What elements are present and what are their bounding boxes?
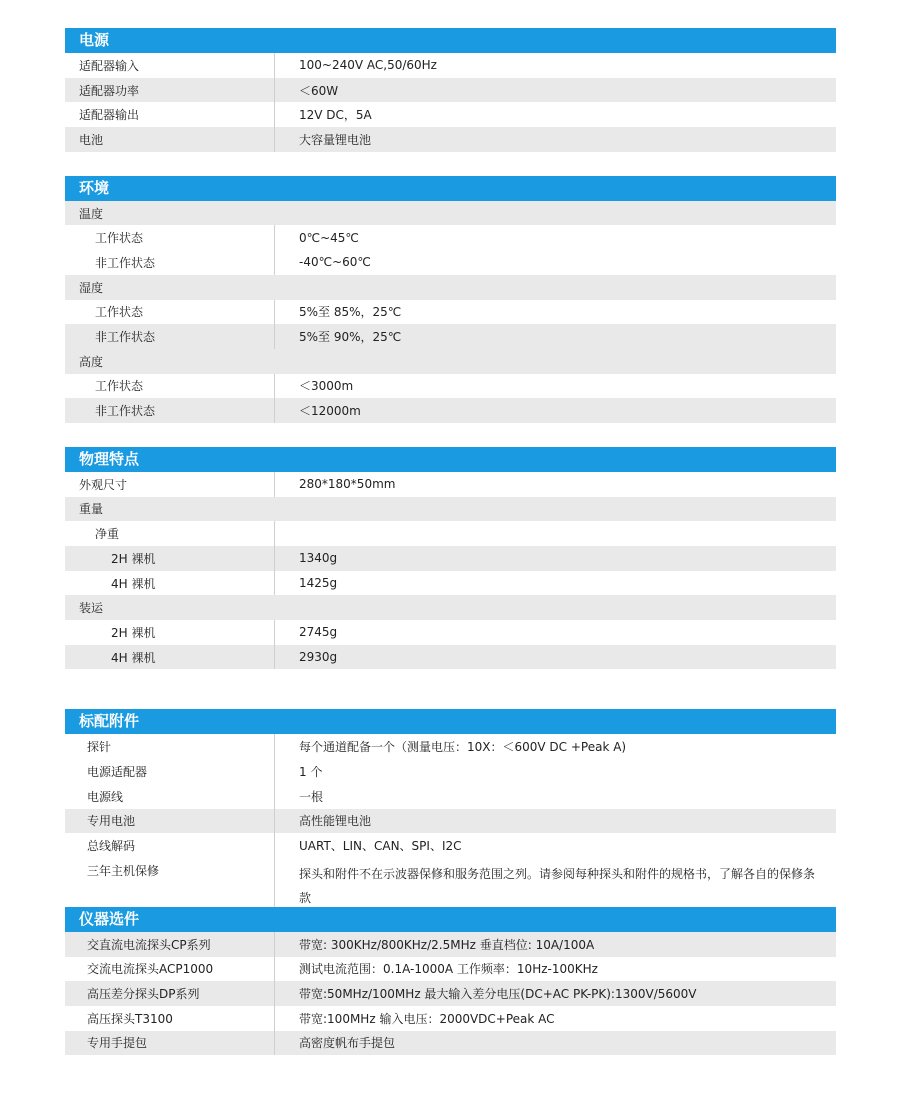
spec-value: 带宽:50MHz/100MHz 最大输入差分电压(DC+AC PK-PK):1300V/5600V bbox=[299, 987, 697, 1002]
spec-label: 适配器功率 bbox=[65, 78, 275, 103]
spec-label: 适配器输出 bbox=[65, 102, 275, 127]
spec-value: UART、LIN、CAN、SPI、I2C bbox=[299, 839, 462, 854]
spec-value: 12V DC，5A bbox=[299, 108, 372, 123]
table-row bbox=[65, 324, 836, 349]
section-options bbox=[65, 907, 836, 1055]
spec-label: 工作状态 bbox=[65, 374, 275, 399]
spec-value: 280*180*50mm bbox=[299, 477, 396, 492]
section-header-options: 仪器选件 bbox=[65, 907, 836, 932]
group-row-shipping bbox=[65, 595, 836, 620]
subgroup-row-net bbox=[65, 521, 836, 546]
spec-label: 适配器输入 bbox=[65, 53, 275, 78]
spec-value: 1 个 bbox=[299, 764, 323, 779]
spec-label: 4H 裸机 bbox=[65, 645, 275, 670]
subgroup-label: 净重 bbox=[65, 521, 275, 546]
table-row bbox=[65, 957, 836, 982]
group-label: 重量 bbox=[79, 502, 104, 517]
spec-value: ＜12000m bbox=[299, 404, 361, 419]
spec-label: 交流电流探头ACP1000 bbox=[65, 957, 275, 982]
table-row bbox=[65, 78, 836, 103]
table-row bbox=[65, 734, 836, 759]
spec-value: 1340g bbox=[299, 551, 338, 566]
spec-label: 专用手提包 bbox=[65, 1031, 275, 1056]
spec-label: 总线解码 bbox=[65, 833, 275, 858]
table-row bbox=[65, 571, 836, 596]
spec-label: 电源线 bbox=[65, 784, 275, 809]
spec-label: 高压差分探头DP系列 bbox=[65, 981, 275, 1006]
spec-label: 高压探头T3100 bbox=[65, 1006, 275, 1031]
spec-value: 大容量锂电池 bbox=[299, 132, 372, 147]
spec-label: 三年主机保修 bbox=[65, 858, 275, 907]
spec-label: 电源适配器 bbox=[65, 759, 275, 784]
spec-label: 专用电池 bbox=[65, 809, 275, 834]
spec-label: 工作状态 bbox=[65, 300, 275, 325]
section-physical bbox=[65, 447, 836, 670]
section-power bbox=[65, 28, 836, 152]
spec-value: 测试电流范围：0.1A-1000A 工作频率：10Hz-100KHz bbox=[299, 962, 598, 977]
spacer bbox=[65, 152, 836, 176]
spec-value: 带宽: 300KHz/800KHz/2.5MHz 垂直档位: 10A/100A bbox=[299, 937, 595, 952]
spec-value: ＜3000m bbox=[299, 379, 354, 394]
spec-value: 高密度帆布手提包 bbox=[299, 1036, 396, 1051]
section-header-accessories: 标配附件 bbox=[65, 709, 836, 734]
table-row bbox=[65, 127, 836, 152]
section-environment bbox=[65, 176, 836, 423]
section-accessories bbox=[65, 709, 836, 906]
spec-value: 高性能锂电池 bbox=[299, 814, 372, 829]
spec-label: 4H 裸机 bbox=[65, 571, 275, 596]
table-row bbox=[65, 374, 836, 399]
table-row bbox=[65, 645, 836, 670]
group-label: 温度 bbox=[79, 206, 104, 221]
table-row bbox=[65, 620, 836, 645]
spec-value: 5%至 90%，25℃ bbox=[299, 330, 402, 345]
spec-value: -40℃~60℃ bbox=[299, 255, 371, 270]
spec-label: 2H 裸机 bbox=[65, 620, 275, 645]
spec-label: 电池 bbox=[65, 127, 275, 152]
section-header-power: 电源 bbox=[65, 28, 836, 53]
table-row bbox=[65, 981, 836, 1006]
spec-label: 非工作状态 bbox=[65, 324, 275, 349]
table-row bbox=[65, 398, 836, 423]
group-label: 湿度 bbox=[79, 280, 104, 295]
table-row bbox=[65, 932, 836, 957]
spec-label: 非工作状态 bbox=[65, 250, 275, 275]
table-row bbox=[65, 546, 836, 571]
group-row-humidity bbox=[65, 275, 836, 300]
spec-label: 非工作状态 bbox=[65, 398, 275, 423]
spec-value: 2745g bbox=[299, 625, 338, 640]
spec-value: 1425g bbox=[299, 576, 338, 591]
table-row bbox=[65, 784, 836, 809]
spacer bbox=[65, 423, 836, 447]
spec-value: 100~240V AC,50/60Hz bbox=[299, 58, 437, 73]
table-row bbox=[65, 1006, 836, 1031]
spec-value: 一根 bbox=[299, 789, 324, 804]
spec-value: 5%至 85%，25℃ bbox=[299, 305, 402, 320]
section-header-environment: 环境 bbox=[65, 176, 836, 201]
spec-value: 带宽:100MHz 输入电压：2000VDC+Peak AC bbox=[299, 1011, 555, 1026]
spec-value: ＜60W bbox=[299, 83, 339, 98]
table-row bbox=[65, 102, 836, 127]
table-row bbox=[65, 53, 836, 78]
table-row bbox=[65, 225, 836, 250]
table-row bbox=[65, 858, 836, 907]
section-header-physical: 物理特点 bbox=[65, 447, 836, 472]
spec-label: 2H 裸机 bbox=[65, 546, 275, 571]
table-row bbox=[65, 250, 836, 275]
spec-label: 探针 bbox=[65, 734, 275, 759]
table-row bbox=[65, 833, 836, 858]
table-row bbox=[65, 1031, 836, 1056]
table-row bbox=[65, 759, 836, 784]
group-row-altitude bbox=[65, 349, 836, 374]
table-row bbox=[65, 300, 836, 325]
group-row-temperature bbox=[65, 201, 836, 226]
spec-label: 工作状态 bbox=[65, 225, 275, 250]
spec-value: 探头和附件不在示波器保修和服务范围之列。请参阅每种探头和附件的规格书，了解各自的保修条款 bbox=[299, 866, 816, 905]
spec-sheet bbox=[65, 28, 836, 1055]
spec-label: 交直流电流探头CP系列 bbox=[65, 932, 275, 957]
table-row bbox=[65, 809, 836, 834]
spec-value: 每个通道配备一个（测量电压：10X：＜600V DC +Peak A) bbox=[299, 740, 627, 755]
group-row-weight bbox=[65, 497, 836, 522]
group-label: 高度 bbox=[79, 354, 104, 369]
group-label: 装运 bbox=[79, 601, 104, 616]
spec-value: 0℃~45℃ bbox=[299, 230, 359, 245]
spec-label: 外观尺寸 bbox=[65, 472, 275, 497]
spacer bbox=[65, 669, 836, 709]
table-row bbox=[65, 472, 836, 497]
spec-value: 2930g bbox=[299, 650, 338, 665]
